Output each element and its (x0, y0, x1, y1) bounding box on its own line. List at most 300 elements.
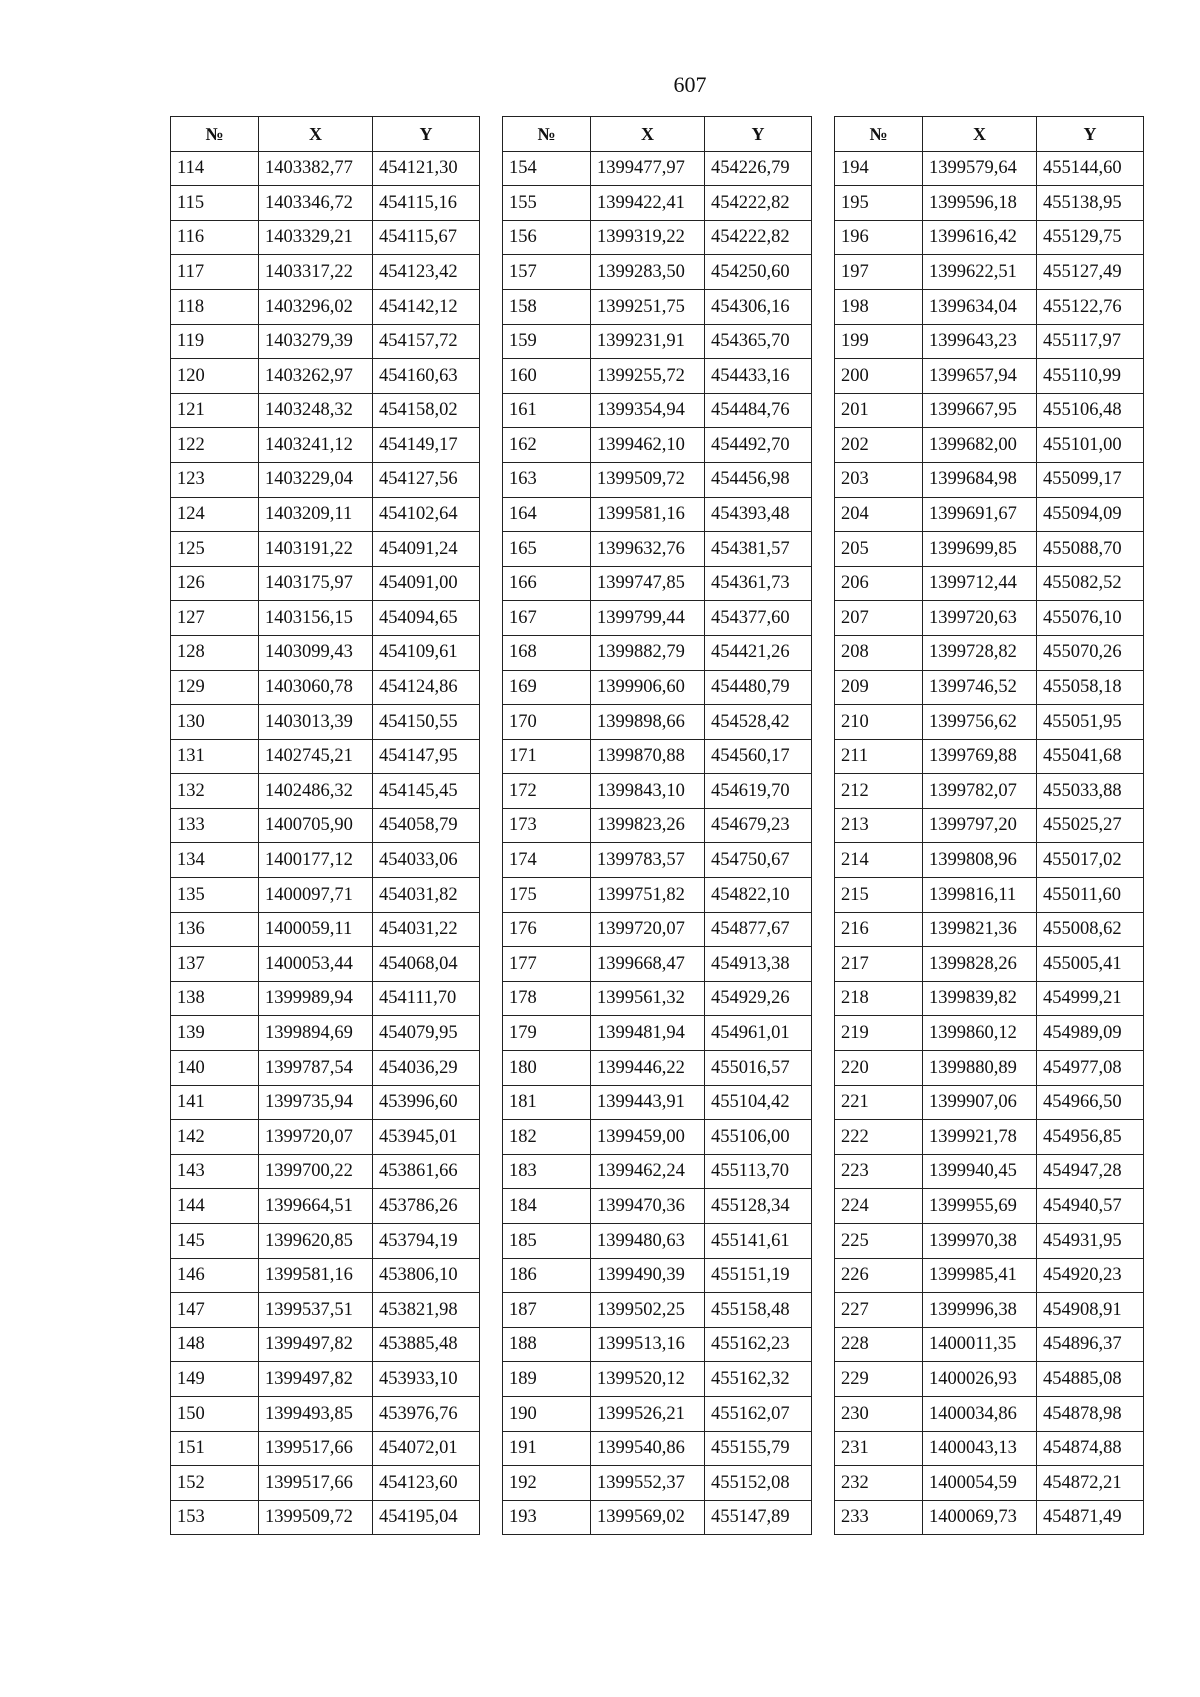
table-row (835, 1466, 1144, 1501)
table-row (503, 808, 812, 843)
header-number: № (835, 117, 923, 152)
y-coordinate-cell: 454160,63 (373, 359, 480, 394)
point-number-cell: 138 (171, 981, 259, 1016)
table-row (171, 1293, 480, 1328)
x-coordinate-cell: 1399581,16 (259, 1258, 373, 1293)
y-coordinate-cell: 454456,98 (705, 462, 812, 497)
y-coordinate-cell: 455138,95 (1037, 186, 1144, 221)
x-coordinate-cell: 1399581,16 (591, 497, 705, 532)
table-row (503, 1466, 812, 1501)
y-coordinate-cell: 454750,67 (705, 843, 812, 878)
table-row (171, 186, 480, 221)
point-number-cell: 181 (503, 1085, 591, 1120)
point-number-cell: 167 (503, 601, 591, 636)
y-coordinate-cell: 455101,00 (1037, 428, 1144, 463)
y-coordinate-cell: 454393,48 (705, 497, 812, 532)
x-coordinate-cell: 1399255,72 (591, 359, 705, 394)
point-number-cell: 211 (835, 739, 923, 774)
y-coordinate-cell: 454929,26 (705, 981, 812, 1016)
x-coordinate-cell: 1399493,85 (259, 1396, 373, 1431)
point-number-cell: 139 (171, 1016, 259, 1051)
x-coordinate-cell: 1399828,26 (923, 947, 1037, 982)
point-number-cell: 145 (171, 1224, 259, 1259)
y-coordinate-cell: 454149,17 (373, 428, 480, 463)
point-number-cell: 223 (835, 1154, 923, 1189)
table-row (503, 462, 812, 497)
x-coordinate-cell: 1399823,26 (591, 808, 705, 843)
x-coordinate-cell: 1399746,52 (923, 670, 1037, 705)
y-coordinate-cell: 455076,10 (1037, 601, 1144, 636)
y-coordinate-cell: 454145,45 (373, 774, 480, 809)
y-coordinate-cell: 455082,52 (1037, 566, 1144, 601)
x-coordinate-cell: 1399940,45 (923, 1154, 1037, 1189)
y-coordinate-cell: 454872,21 (1037, 1466, 1144, 1501)
x-coordinate-cell: 1399843,10 (591, 774, 705, 809)
table-row (171, 1466, 480, 1501)
y-coordinate-cell: 453933,10 (373, 1362, 480, 1397)
y-coordinate-cell: 454115,16 (373, 186, 480, 221)
table-row (503, 1362, 812, 1397)
x-coordinate-cell: 1399735,94 (259, 1085, 373, 1120)
x-coordinate-cell: 1399898,66 (591, 705, 705, 740)
point-number-cell: 185 (503, 1224, 591, 1259)
table-row (171, 739, 480, 774)
y-coordinate-cell: 454492,70 (705, 428, 812, 463)
table-row (835, 1293, 1144, 1328)
x-coordinate-cell: 1399668,47 (591, 947, 705, 982)
point-number-cell: 217 (835, 947, 923, 982)
y-coordinate-cell: 454123,60 (373, 1466, 480, 1501)
point-number-cell: 190 (503, 1396, 591, 1431)
x-coordinate-cell: 1403156,15 (259, 601, 373, 636)
x-coordinate-cell: 1403382,77 (259, 151, 373, 186)
point-number-cell: 140 (171, 1051, 259, 1086)
y-coordinate-cell: 454679,23 (705, 808, 812, 843)
table-row (171, 1258, 480, 1293)
y-coordinate-cell: 454908,91 (1037, 1293, 1144, 1328)
table-row (171, 359, 480, 394)
x-coordinate-cell: 1399490,39 (591, 1258, 705, 1293)
table-row (503, 186, 812, 221)
x-coordinate-cell: 1399462,10 (591, 428, 705, 463)
y-coordinate-cell: 454036,29 (373, 1051, 480, 1086)
table-row (835, 151, 1144, 186)
y-coordinate-cell: 455141,61 (705, 1224, 812, 1259)
y-coordinate-cell: 455094,09 (1037, 497, 1144, 532)
y-coordinate-cell: 454222,82 (705, 186, 812, 221)
y-coordinate-cell: 455122,76 (1037, 289, 1144, 324)
point-number-cell: 188 (503, 1327, 591, 1362)
x-coordinate-cell: 1399497,82 (259, 1362, 373, 1397)
y-coordinate-cell: 454381,57 (705, 532, 812, 567)
table-row (835, 289, 1144, 324)
point-number-cell: 222 (835, 1120, 923, 1155)
x-coordinate-cell: 1403262,97 (259, 359, 373, 394)
y-coordinate-cell: 455070,26 (1037, 635, 1144, 670)
point-number-cell: 117 (171, 255, 259, 290)
table-row (503, 1154, 812, 1189)
y-coordinate-cell: 454072,01 (373, 1431, 480, 1466)
x-coordinate-cell: 1399657,94 (923, 359, 1037, 394)
point-number-cell: 221 (835, 1085, 923, 1120)
point-number-cell: 148 (171, 1327, 259, 1362)
table-row (171, 1154, 480, 1189)
point-number-cell: 130 (171, 705, 259, 740)
point-number-cell: 229 (835, 1362, 923, 1397)
y-coordinate-cell: 454896,37 (1037, 1327, 1144, 1362)
x-coordinate-cell: 1399720,63 (923, 601, 1037, 636)
point-number-cell: 219 (835, 1016, 923, 1051)
table-row (503, 981, 812, 1016)
table-row (835, 1016, 1144, 1051)
x-coordinate-cell: 1399579,64 (923, 151, 1037, 186)
point-number-cell: 147 (171, 1293, 259, 1328)
x-coordinate-cell: 1399517,66 (259, 1431, 373, 1466)
y-coordinate-cell: 453861,66 (373, 1154, 480, 1189)
y-coordinate-cell: 454989,09 (1037, 1016, 1144, 1051)
header-y: Y (1037, 117, 1144, 152)
x-coordinate-cell: 1400705,90 (259, 808, 373, 843)
table-row (503, 1327, 812, 1362)
x-coordinate-cell: 1399481,94 (591, 1016, 705, 1051)
table-row (171, 601, 480, 636)
table-row (503, 947, 812, 982)
y-coordinate-cell: 455017,02 (1037, 843, 1144, 878)
x-coordinate-cell: 1399691,67 (923, 497, 1037, 532)
table-row (503, 912, 812, 947)
y-coordinate-cell: 454956,85 (1037, 1120, 1144, 1155)
point-number-cell: 159 (503, 324, 591, 359)
point-number-cell: 202 (835, 428, 923, 463)
table-row (171, 324, 480, 359)
y-coordinate-cell: 454195,04 (373, 1500, 480, 1535)
point-number-cell: 178 (503, 981, 591, 1016)
x-coordinate-cell: 1399783,57 (591, 843, 705, 878)
x-coordinate-cell: 1399354,94 (591, 393, 705, 428)
x-coordinate-cell: 1399620,85 (259, 1224, 373, 1259)
x-coordinate-cell: 1403099,43 (259, 635, 373, 670)
point-number-cell: 146 (171, 1258, 259, 1293)
point-number-cell: 166 (503, 566, 591, 601)
y-coordinate-cell: 454058,79 (373, 808, 480, 843)
table-row (171, 981, 480, 1016)
table-row (835, 186, 1144, 221)
point-number-cell: 228 (835, 1327, 923, 1362)
y-coordinate-cell: 453976,76 (373, 1396, 480, 1431)
point-number-cell: 168 (503, 635, 591, 670)
point-number-cell: 175 (503, 878, 591, 913)
y-coordinate-cell: 455016,57 (705, 1051, 812, 1086)
x-coordinate-cell: 1399797,20 (923, 808, 1037, 843)
y-coordinate-cell: 453794,19 (373, 1224, 480, 1259)
table-row (171, 705, 480, 740)
coordinates-table-3 (834, 116, 1144, 1535)
x-coordinate-cell: 1399632,76 (591, 532, 705, 567)
table-row (503, 1085, 812, 1120)
x-coordinate-cell: 1399283,50 (591, 255, 705, 290)
y-coordinate-cell: 454142,12 (373, 289, 480, 324)
point-number-cell: 197 (835, 255, 923, 290)
x-coordinate-cell: 1399477,97 (591, 151, 705, 186)
y-coordinate-cell: 455162,07 (705, 1396, 812, 1431)
point-number-cell: 171 (503, 739, 591, 774)
point-number-cell: 232 (835, 1466, 923, 1501)
table-row (503, 566, 812, 601)
x-coordinate-cell: 1399622,51 (923, 255, 1037, 290)
x-coordinate-cell: 1399517,66 (259, 1466, 373, 1501)
y-coordinate-cell: 454094,65 (373, 601, 480, 636)
x-coordinate-cell: 1400054,59 (923, 1466, 1037, 1501)
point-number-cell: 124 (171, 497, 259, 532)
point-number-cell: 203 (835, 462, 923, 497)
point-number-cell: 176 (503, 912, 591, 947)
point-number-cell: 144 (171, 1189, 259, 1224)
x-coordinate-cell: 1399816,11 (923, 878, 1037, 913)
table-header-row (171, 117, 480, 152)
y-coordinate-cell: 454877,67 (705, 912, 812, 947)
x-coordinate-cell: 1400053,44 (259, 947, 373, 982)
x-coordinate-cell: 1399906,60 (591, 670, 705, 705)
point-number-cell: 123 (171, 462, 259, 497)
table-row (503, 324, 812, 359)
point-number-cell: 192 (503, 1466, 591, 1501)
point-number-cell: 116 (171, 220, 259, 255)
y-coordinate-cell: 454931,95 (1037, 1224, 1144, 1259)
y-coordinate-cell: 455051,95 (1037, 705, 1144, 740)
table-row (835, 912, 1144, 947)
y-coordinate-cell: 454111,70 (373, 981, 480, 1016)
y-coordinate-cell: 454822,10 (705, 878, 812, 913)
y-coordinate-cell: 454920,23 (1037, 1258, 1144, 1293)
y-coordinate-cell: 454365,70 (705, 324, 812, 359)
y-coordinate-cell: 454102,64 (373, 497, 480, 532)
x-coordinate-cell: 1400011,35 (923, 1327, 1037, 1362)
y-coordinate-cell: 454961,01 (705, 1016, 812, 1051)
y-coordinate-cell: 454157,72 (373, 324, 480, 359)
x-coordinate-cell: 1399985,41 (923, 1258, 1037, 1293)
y-coordinate-cell: 453821,98 (373, 1293, 480, 1328)
point-number-cell: 213 (835, 808, 923, 843)
x-coordinate-cell: 1403346,72 (259, 186, 373, 221)
x-coordinate-cell: 1399569,02 (591, 1500, 705, 1535)
point-number-cell: 216 (835, 912, 923, 947)
point-number-cell: 226 (835, 1258, 923, 1293)
table-row (835, 1327, 1144, 1362)
y-coordinate-cell: 454031,82 (373, 878, 480, 913)
table-row (835, 1085, 1144, 1120)
point-number-cell: 233 (835, 1500, 923, 1535)
y-coordinate-cell: 454150,55 (373, 705, 480, 740)
table-row (835, 566, 1144, 601)
point-number-cell: 160 (503, 359, 591, 394)
point-number-cell: 164 (503, 497, 591, 532)
y-coordinate-cell: 455099,17 (1037, 462, 1144, 497)
table-row (503, 843, 812, 878)
y-coordinate-cell: 455033,88 (1037, 774, 1144, 809)
x-coordinate-cell: 1403329,21 (259, 220, 373, 255)
y-coordinate-cell: 454091,00 (373, 566, 480, 601)
x-coordinate-cell: 1400026,93 (923, 1362, 1037, 1397)
point-number-cell: 184 (503, 1189, 591, 1224)
header-number: № (503, 117, 591, 152)
point-number-cell: 169 (503, 670, 591, 705)
y-coordinate-cell: 455117,97 (1037, 324, 1144, 359)
x-coordinate-cell: 1402745,21 (259, 739, 373, 774)
y-coordinate-cell: 453806,10 (373, 1258, 480, 1293)
x-coordinate-cell: 1399955,69 (923, 1189, 1037, 1224)
point-number-cell: 154 (503, 151, 591, 186)
x-coordinate-cell: 1399682,00 (923, 428, 1037, 463)
x-coordinate-cell: 1399894,69 (259, 1016, 373, 1051)
x-coordinate-cell: 1399552,37 (591, 1466, 705, 1501)
x-coordinate-cell: 1403191,22 (259, 532, 373, 567)
x-coordinate-cell: 1399769,88 (923, 739, 1037, 774)
point-number-cell: 174 (503, 843, 591, 878)
table-row (835, 774, 1144, 809)
point-number-cell: 121 (171, 393, 259, 428)
x-coordinate-cell: 1399756,62 (923, 705, 1037, 740)
y-coordinate-cell: 454158,02 (373, 393, 480, 428)
point-number-cell: 196 (835, 220, 923, 255)
point-number-cell: 135 (171, 878, 259, 913)
table-row (835, 601, 1144, 636)
x-coordinate-cell: 1399459,00 (591, 1120, 705, 1155)
table-row (835, 255, 1144, 290)
table-row (171, 393, 480, 428)
table-row (835, 739, 1144, 774)
table-row (171, 462, 480, 497)
point-number-cell: 131 (171, 739, 259, 774)
table-row (503, 1189, 812, 1224)
y-coordinate-cell: 454940,57 (1037, 1189, 1144, 1224)
y-coordinate-cell: 453885,48 (373, 1327, 480, 1362)
y-coordinate-cell: 454480,79 (705, 670, 812, 705)
point-number-cell: 119 (171, 324, 259, 359)
point-number-cell: 208 (835, 635, 923, 670)
table-row (835, 1362, 1144, 1397)
table-row (835, 1120, 1144, 1155)
y-coordinate-cell: 454124,86 (373, 670, 480, 705)
x-coordinate-cell: 1399720,07 (591, 912, 705, 947)
x-coordinate-cell: 1399747,85 (591, 566, 705, 601)
x-coordinate-cell: 1400034,86 (923, 1396, 1037, 1431)
page-number: 607 (673, 72, 707, 97)
point-number-cell: 199 (835, 324, 923, 359)
x-coordinate-cell: 1399664,51 (259, 1189, 373, 1224)
point-number-cell: 137 (171, 947, 259, 982)
y-coordinate-cell: 454123,42 (373, 255, 480, 290)
point-number-cell: 224 (835, 1189, 923, 1224)
point-number-cell: 142 (171, 1120, 259, 1155)
point-number-cell: 156 (503, 220, 591, 255)
x-coordinate-cell: 1400043,13 (923, 1431, 1037, 1466)
x-coordinate-cell: 1399712,44 (923, 566, 1037, 601)
point-number-cell: 170 (503, 705, 591, 740)
table-row (503, 1500, 812, 1535)
x-coordinate-cell: 1399251,75 (591, 289, 705, 324)
y-coordinate-cell: 454999,21 (1037, 981, 1144, 1016)
point-number-cell: 153 (171, 1500, 259, 1535)
table-row (171, 566, 480, 601)
x-coordinate-cell: 1399787,54 (259, 1051, 373, 1086)
y-coordinate-cell: 454947,28 (1037, 1154, 1144, 1189)
point-number-cell: 128 (171, 635, 259, 670)
table-row (171, 1362, 480, 1397)
x-coordinate-cell: 1399751,82 (591, 878, 705, 913)
y-coordinate-cell: 455104,42 (705, 1085, 812, 1120)
point-number-cell: 157 (503, 255, 591, 290)
table-row (835, 1154, 1144, 1189)
table-row (171, 1224, 480, 1259)
table-row (171, 497, 480, 532)
x-coordinate-cell: 1399720,07 (259, 1120, 373, 1155)
y-coordinate-cell: 455005,41 (1037, 947, 1144, 982)
x-coordinate-cell: 1399509,72 (259, 1500, 373, 1535)
table-row (503, 705, 812, 740)
point-number-cell: 165 (503, 532, 591, 567)
point-number-cell: 214 (835, 843, 923, 878)
y-coordinate-cell: 454306,16 (705, 289, 812, 324)
table-row (503, 151, 812, 186)
y-coordinate-cell: 454068,04 (373, 947, 480, 982)
x-coordinate-cell: 1399561,32 (591, 981, 705, 1016)
x-coordinate-cell: 1403317,22 (259, 255, 373, 290)
table-row (835, 220, 1144, 255)
point-number-cell: 161 (503, 393, 591, 428)
point-number-cell: 150 (171, 1396, 259, 1431)
x-coordinate-cell: 1399684,98 (923, 462, 1037, 497)
x-coordinate-cell: 1399422,41 (591, 186, 705, 221)
y-coordinate-cell: 454913,38 (705, 947, 812, 982)
y-coordinate-cell: 454885,08 (1037, 1362, 1144, 1397)
table-row (171, 808, 480, 843)
table-row (835, 428, 1144, 463)
x-coordinate-cell: 1399699,85 (923, 532, 1037, 567)
table-row (835, 1258, 1144, 1293)
point-number-cell: 172 (503, 774, 591, 809)
table-row (835, 1051, 1144, 1086)
table-row (171, 1085, 480, 1120)
point-number-cell: 152 (171, 1466, 259, 1501)
table-row (503, 670, 812, 705)
table-row (503, 1293, 812, 1328)
point-number-cell: 158 (503, 289, 591, 324)
point-number-cell: 191 (503, 1431, 591, 1466)
point-number-cell: 182 (503, 1120, 591, 1155)
table-row (503, 739, 812, 774)
y-coordinate-cell: 455144,60 (1037, 151, 1144, 186)
table-row (503, 1120, 812, 1155)
point-number-cell: 115 (171, 186, 259, 221)
table-row (171, 255, 480, 290)
x-coordinate-cell: 1399616,42 (923, 220, 1037, 255)
x-coordinate-cell: 1399882,79 (591, 635, 705, 670)
table-row (503, 601, 812, 636)
table-row (503, 289, 812, 324)
x-coordinate-cell: 1399470,36 (591, 1189, 705, 1224)
table-row (171, 947, 480, 982)
y-coordinate-cell: 455113,70 (705, 1154, 812, 1189)
y-coordinate-cell: 455041,68 (1037, 739, 1144, 774)
table-row (171, 670, 480, 705)
table-row (835, 497, 1144, 532)
y-coordinate-cell: 454874,88 (1037, 1431, 1144, 1466)
y-coordinate-cell: 455151,19 (705, 1258, 812, 1293)
table-row (171, 878, 480, 913)
point-number-cell: 225 (835, 1224, 923, 1259)
x-coordinate-cell: 1403229,04 (259, 462, 373, 497)
table-row (503, 635, 812, 670)
